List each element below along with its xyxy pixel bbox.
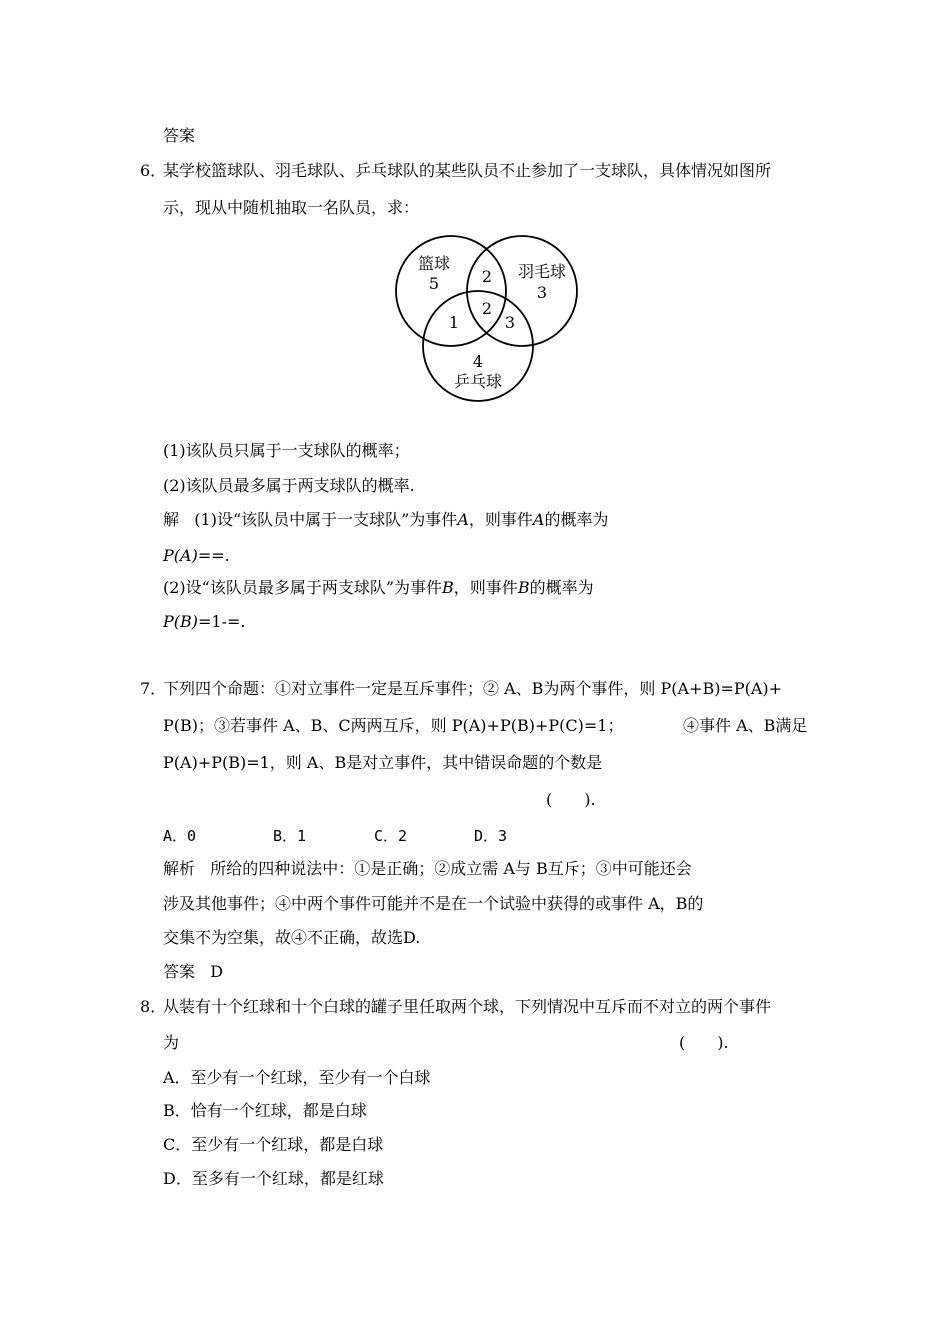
- q6-subquestion-2: (2)该队员最多属于两支球队的概率.: [163, 476, 415, 495]
- count-only-badminton: 3: [536, 283, 548, 302]
- q6-equation-2: P(B)=1-=.: [163, 612, 246, 631]
- count-only-basketball: 5: [428, 274, 440, 293]
- count-basketball-pingpong: 1: [448, 313, 460, 332]
- q7-stem-line2: P(B)；③若事件 A、B、C两两互斥，则 P(A)+P(B)+P(C)=1；: [163, 716, 624, 735]
- count-basketball-badminton: 2: [481, 267, 493, 286]
- q7-answer-blank: ( ).: [546, 790, 596, 809]
- q7-stem-line3: P(A)+P(B)=1，则 A、B是对立事件，其中错误命题的个数是: [163, 753, 603, 772]
- q6-stem-line2: 示，现从中随机抽取一名队员，求：: [163, 198, 420, 217]
- answer-label: 答案: [163, 962, 196, 981]
- q7-answer: [163, 961, 223, 983]
- q7-number: 7．: [140, 679, 167, 698]
- q7-analysis-line2: 涉及其他事件；④中两个事件可能并不是在一个试验中获得的或事件 A，B的: [163, 894, 704, 913]
- q8-stem-line2: 为: [163, 1033, 180, 1052]
- q6-number: 6．: [140, 161, 167, 180]
- q6-solution-line1: 解 (1)设“该队员中属于一支球队”为事件A，则事件A的概率为: [163, 510, 609, 529]
- q7-option-a: A．0: [163, 827, 197, 845]
- q7-analysis-line1: 解析 所给的四种说法中：①是正确；②成立需 A与 B互斥；③中可能还会: [163, 859, 692, 878]
- label-pingpong: 乒乓球: [453, 372, 503, 391]
- venn-diagram: [390, 225, 590, 407]
- q7-option-c: C．2: [374, 827, 408, 845]
- count-badminton-pingpong: 3: [504, 313, 516, 332]
- q8-answer-blank: ( ).: [679, 1033, 729, 1052]
- q6-subquestion-1: (1)该队员只属于一支球队的概率；: [163, 441, 410, 460]
- q7-stem-line1: 下列四个命题：①对立事件一定是互斥事件；② A、B为两个事件，则 P(A+B)=P(A)+: [163, 679, 783, 698]
- solution-label: 解: [163, 510, 180, 529]
- answer-value: D: [210, 962, 224, 981]
- q6-stem-line1: 某学校篮球队、羽毛球队、乒乓球队的某些队员不止参加了一支球队，具体情况如图所: [163, 161, 772, 180]
- q5-answer-label: 答案: [163, 126, 196, 145]
- analysis-label: 解析: [163, 859, 196, 878]
- label-badminton: 羽毛球: [517, 262, 567, 281]
- q8-option-b: B．恰有一个红球，都是白球: [163, 1101, 367, 1120]
- q8-stem-line1: 从装有十个红球和十个白球的罐子里任取两个球，下列情况中互斥而不对立的两个事件: [163, 997, 772, 1016]
- q6-solution-line2: (2)设“该队员最多属于两支球队”为事件B，则事件B的概率为: [163, 578, 594, 597]
- q7-stem-line2-right: ④事件 A、B满足: [683, 716, 808, 735]
- q7-option-b: B．1: [273, 827, 307, 845]
- count-all-three: 2: [481, 299, 493, 318]
- q8-option-d: D．至多有一个红球，都是红球: [163, 1169, 384, 1188]
- q7-option-d: D．3: [474, 827, 508, 845]
- label-basketball: 篮球: [417, 254, 451, 273]
- q8-option-a: A．至少有一个红球，至少有一个白球: [163, 1068, 431, 1087]
- q8-option-c: C．至少有一个红球，都是白球: [163, 1135, 384, 1154]
- q7-analysis-line3: 交集不为空集，故④不正确，故选D.: [163, 928, 421, 947]
- q8-number: 8．: [140, 997, 167, 1016]
- q6-equation-1: P(A)==.: [163, 546, 230, 565]
- count-only-pingpong: 4: [472, 352, 484, 371]
